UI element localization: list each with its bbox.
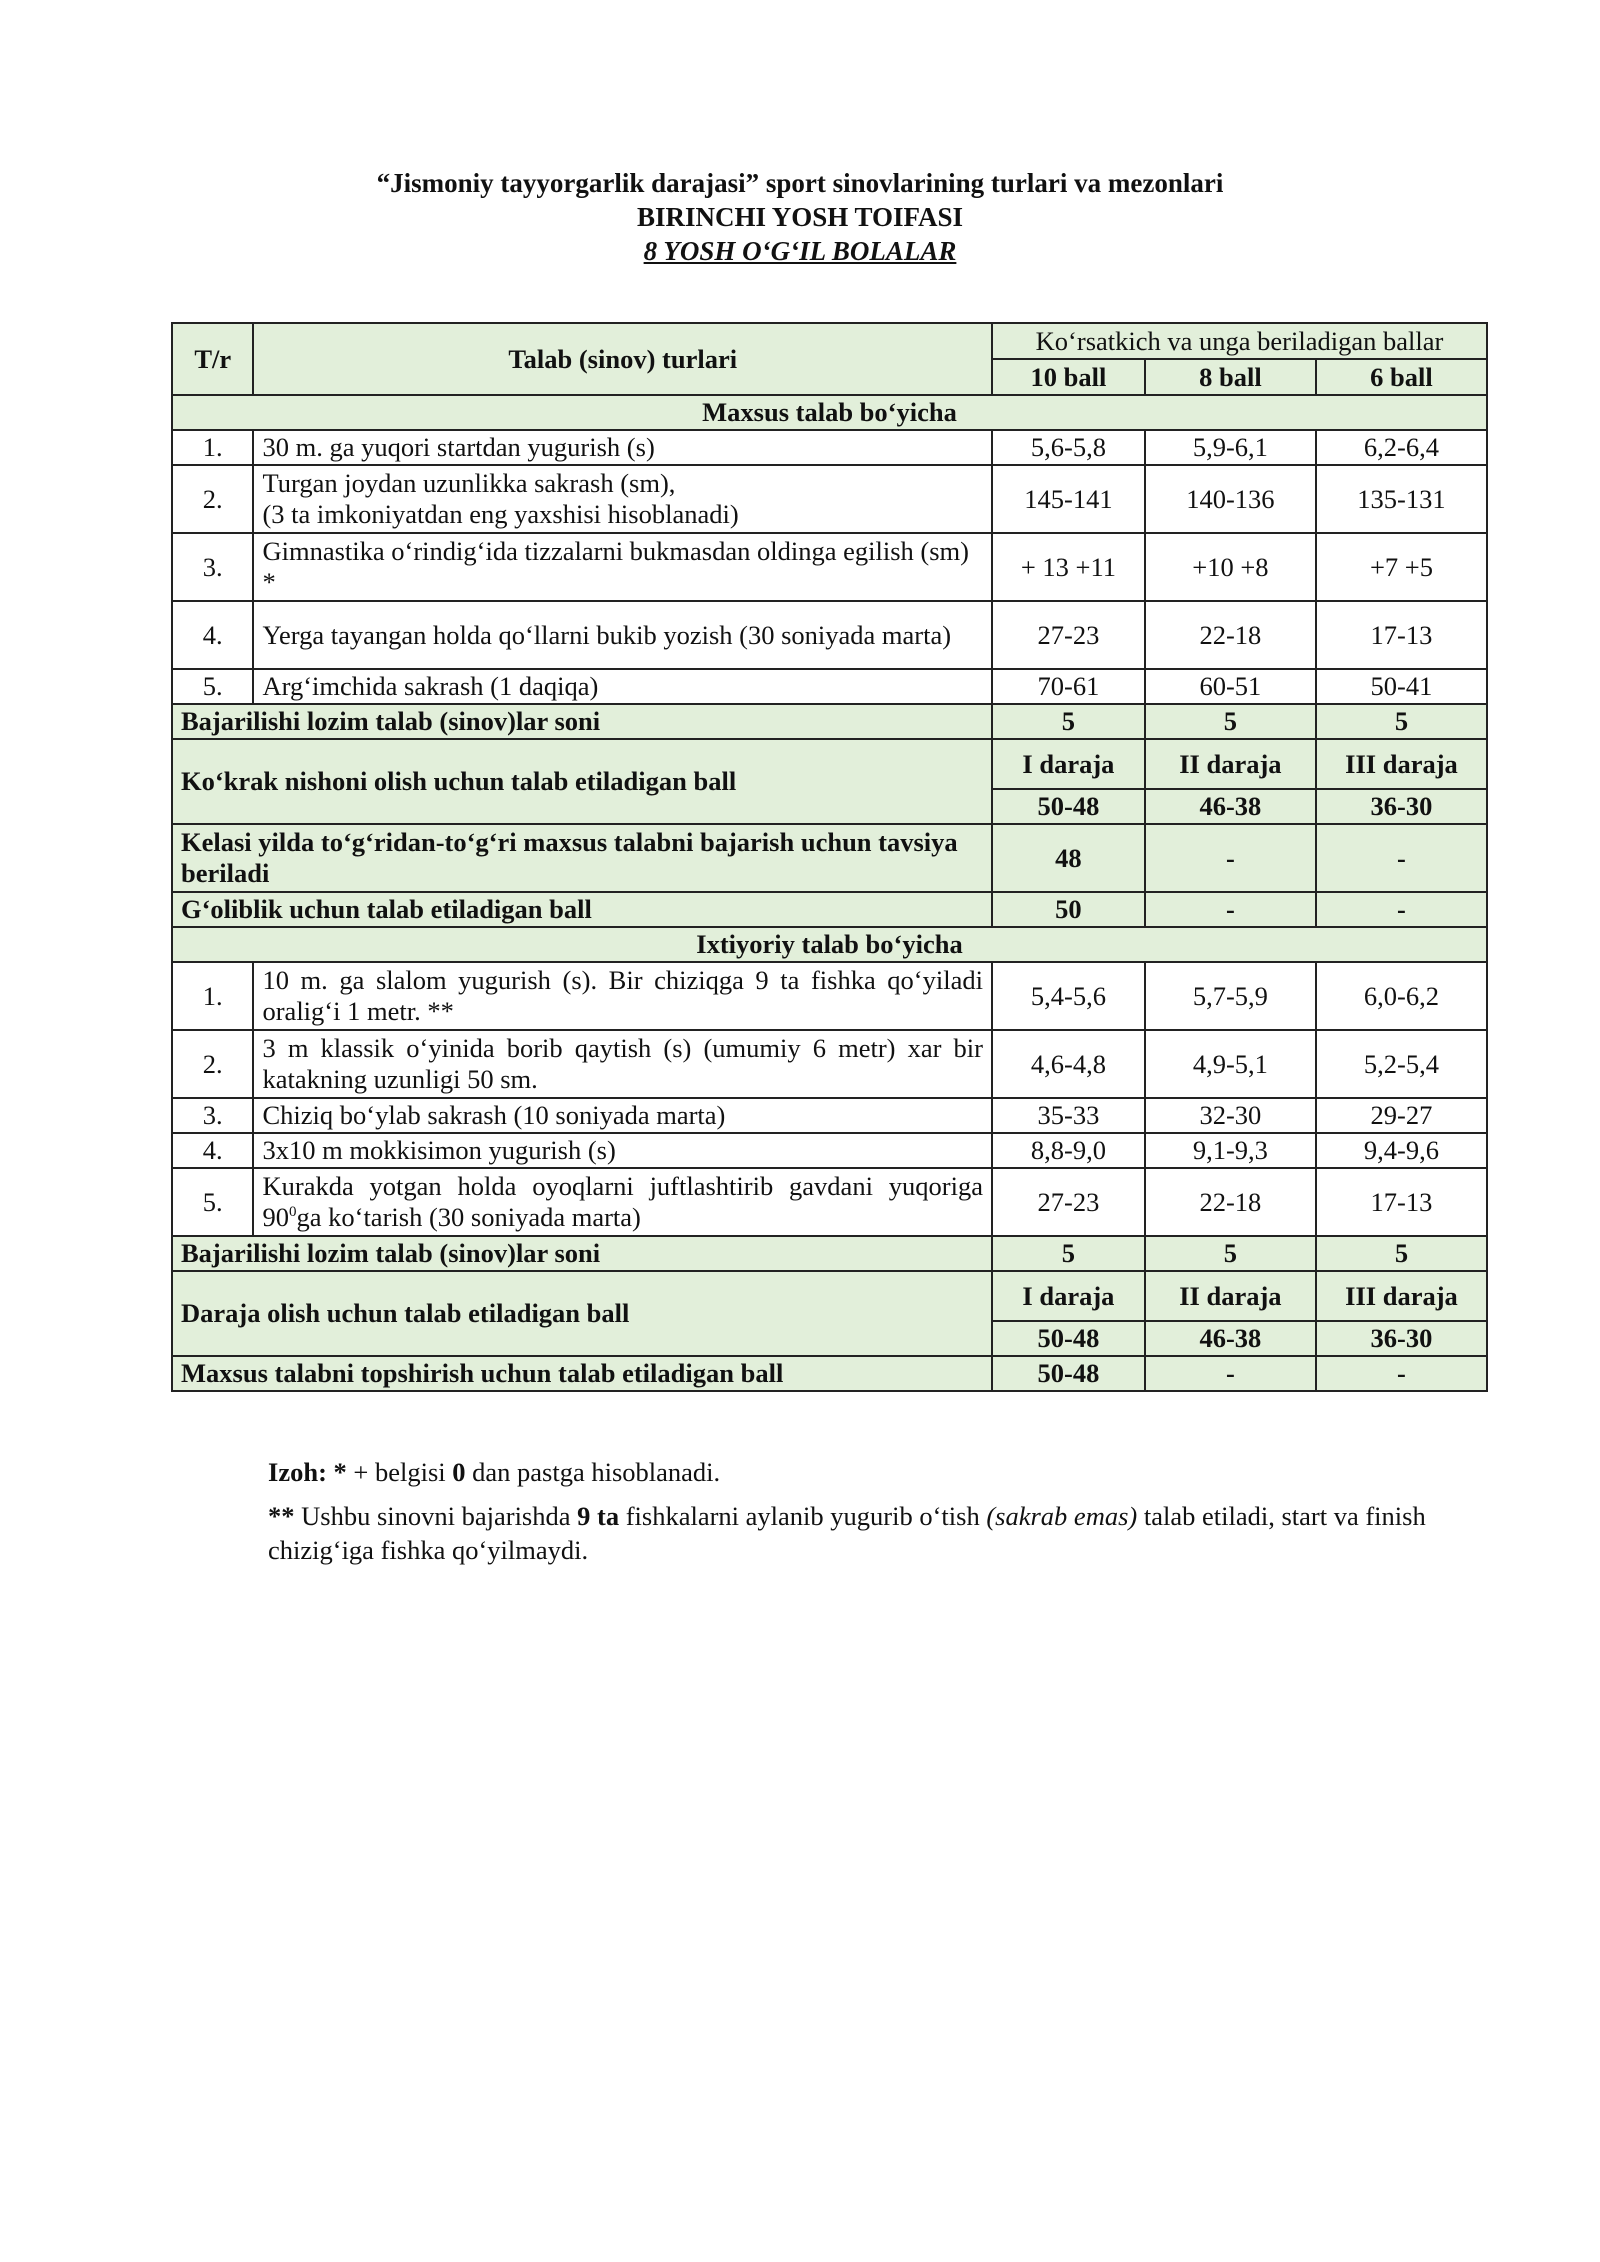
table-row [172,533,1487,601]
badge-score-label: Ko‘krak nishoni olish uchun talab etiladigan ball [172,739,992,824]
level-1: I daraja [992,1271,1145,1321]
test-name [253,465,991,533]
test-name-line1: Turgan joydan uzunlikka sakrash (sm), [262,468,676,498]
value-8: 4,9-5,1 [1145,1030,1316,1098]
required-count-row [172,704,1487,739]
note-star: * [326,1457,354,1487]
section-header-row [172,395,1487,430]
row-number: 5. [172,1168,253,1236]
note-zero: 0 [452,1457,466,1487]
row-number: 2. [172,465,253,533]
note-label: Izoh: [268,1457,327,1487]
final-row [172,1356,1487,1391]
value-8: 32-30 [1145,1098,1316,1133]
age-category: BIRINCHI YOSH TOIFASI [636,202,964,232]
victory-label: G‘oliblik uchun talab etiladigan ball [172,892,992,927]
note-1-text: + belgisi [353,1457,453,1487]
value-8: +10 +8 [1145,533,1316,601]
value-6: +7 +5 [1316,533,1487,601]
value-8: 9,1-9,3 [1145,1133,1316,1168]
test-name: 30 m. ga yuqori startdan yugurish (s) [253,430,991,465]
test-name: Arg‘imchida sakrash (1 daqiqa) [253,669,991,704]
table-row [172,1168,1487,1236]
final-label: Maxsus talabni topshirish uchun talab etiladigan ball [172,1356,992,1391]
value-10: 27-23 [992,1168,1145,1236]
test-name: 3 m klassik o‘yinida borib qaytish (s) (umumiy 6 metr) xar bir katakning uzunligi 50 sm. [253,1030,991,1098]
value-8: 140-136 [1145,465,1316,533]
row-number: 4. [172,601,253,669]
value-10: 145-141 [992,465,1145,533]
badge-score-3: 36-30 [1316,789,1487,824]
value-6: 135-131 [1316,465,1487,533]
test-name-line2: (3 ta imkoniyatdan eng yaxshisi hisoblanadi) [262,499,739,529]
note-2-bold: 9 ta [577,1501,620,1531]
value-10: 4,6-4,8 [992,1030,1145,1098]
header-test-type: Talab (sinov) turlari [253,323,991,395]
level-score-1: 50-48 [992,1321,1145,1356]
required-count-label: Bajarilishi lozim talab (sinov)lar soni [172,704,992,739]
row-number: 5. [172,669,253,704]
victory-8: - [1145,892,1316,927]
header-row [172,323,1487,359]
required-count-10: 5 [992,1236,1145,1271]
final-8: - [1145,1356,1316,1391]
row-number: 3. [172,1098,253,1133]
note-2-stars: ** [268,1501,295,1531]
note-2 [268,1499,1478,1567]
badge-score-2: 46-38 [1145,789,1316,824]
table-row [172,465,1487,533]
required-count-label: Bajarilishi lozim talab (sinov)lar soni [172,1236,992,1271]
test-name-part2: ga ko‘tarish (30 soniyada marta) [296,1202,641,1232]
table-row [172,1133,1487,1168]
test-name: Yerga tayangan holda qo‘llarni bukib yozish (30 soniyada marta) [253,601,991,669]
next-year-10: 48 [992,824,1145,892]
victory-10: 50 [992,892,1145,927]
value-8: 22-18 [1145,1168,1316,1236]
required-count-6: 5 [1316,704,1487,739]
value-6: 6,0-6,2 [1316,962,1487,1030]
value-6: 17-13 [1316,601,1487,669]
section-title-optional: Ixtiyoriy talab bo‘yicha [172,927,1487,962]
value-6: 9,4-9,6 [1316,1133,1487,1168]
required-count-10: 5 [992,704,1145,739]
row-number: 3. [172,533,253,601]
level-2: II daraja [1145,739,1316,789]
document-title-block [0,166,1600,268]
level-score-3: 36-30 [1316,1321,1487,1356]
badge-level-row [172,739,1487,789]
final-6: - [1316,1356,1487,1391]
value-6: 6,2-6,4 [1316,430,1487,465]
notes-block [268,1455,1478,1577]
required-count-8: 5 [1145,1236,1316,1271]
section-title-special: Maxsus talab bo‘yicha [172,395,1487,430]
badge-score-1: 50-48 [992,789,1145,824]
table-row [172,1098,1487,1133]
level-2: II daraja [1145,1271,1316,1321]
test-name: Gimnastika o‘rindig‘ida tizzalarni bukmasdan oldinga egilish (sm) * [253,533,991,601]
row-number: 2. [172,1030,253,1098]
next-year-label: Kelasi yilda to‘g‘ridan-to‘g‘ri maxsus talabni bajarish uchun tavsiya beriladi [172,824,992,892]
row-number: 1. [172,430,253,465]
note-2-text: Ushbu sinovni bajarishda [294,1501,578,1531]
note-2-text-end: talab etiladi, start va finish chizig‘iga fishka qo‘yilmaydi. [268,1501,1426,1565]
table-row [172,430,1487,465]
final-10: 50-48 [992,1356,1145,1391]
value-6: 50-41 [1316,669,1487,704]
value-6: 17-13 [1316,1168,1487,1236]
value-8: 5,9-6,1 [1145,430,1316,465]
table-row [172,1030,1487,1098]
header-col-8: 8 ball [1145,359,1316,395]
test-name-part1: Kurakda yotgan holda oyoqlarni juftlashtirib gavdani yuqoriga 90 [262,1171,983,1232]
level-3: III daraja [1316,1271,1487,1321]
test-name: 3x10 m mokkisimon yugurish (s) [253,1133,991,1168]
test-name: 10 m. ga slalom yugurish (s). Bir chiziqga 9 ta fishka qo‘yiladi oralig‘i 1 metr. ** [253,962,991,1030]
level-score-label: Daraja olish uchun talab etiladigan ball [172,1271,992,1356]
value-10: 5,6-5,8 [992,430,1145,465]
note-2-text-mid: fishkalarni aylanib yugurib o‘tish [619,1501,987,1531]
table-row [172,601,1487,669]
note-1 [268,1455,1478,1489]
required-count-row [172,1236,1487,1271]
victory-6: - [1316,892,1487,927]
header-col-10: 10 ball [992,359,1145,395]
value-8: 60-51 [1145,669,1316,704]
level-1: I daraja [992,739,1145,789]
row-number: 1. [172,962,253,1030]
level-3: III daraja [1316,739,1487,789]
victory-row [172,892,1487,927]
required-count-6: 5 [1316,1236,1487,1271]
row-number: 4. [172,1133,253,1168]
header-tr: T/r [172,323,253,395]
value-10: 70-61 [992,669,1145,704]
document-title: “Jismoniy tayyorgarlik darajasi” sport sinovlarining turlari va mezonlari [376,168,1224,198]
value-10: + 13 +11 [992,533,1145,601]
value-10: 8,8-9,0 [992,1133,1145,1168]
header-col-6: 6 ball [1316,359,1487,395]
value-8: 22-18 [1145,601,1316,669]
standards-table [171,322,1488,1392]
header-indicator: Ko‘rsatkich va unga beriladigan ballar [992,323,1487,359]
required-count-8: 5 [1145,704,1316,739]
value-8: 5,7-5,9 [1145,962,1316,1030]
degree-superscript: 0 [288,1204,297,1221]
table-row [172,669,1487,704]
group-subtitle: 8 YOSH O‘G‘IL BOLALAR [643,236,957,266]
next-year-6: - [1316,824,1487,892]
table-row [172,962,1487,1030]
note-2-italic: (sakrab emas) [986,1501,1138,1531]
level-row [172,1271,1487,1321]
level-score-2: 46-38 [1145,1321,1316,1356]
section-header-row [172,927,1487,962]
value-10: 5,4-5,6 [992,962,1145,1030]
value-10: 35-33 [992,1098,1145,1133]
value-10: 27-23 [992,601,1145,669]
next-year-row [172,824,1487,892]
note-1-text-end: dan pastga hisoblanadi. [465,1457,721,1487]
next-year-8: - [1145,824,1316,892]
value-6: 29-27 [1316,1098,1487,1133]
test-name [253,1168,991,1236]
test-name: Chiziq bo‘ylab sakrash (10 soniyada marta) [253,1098,991,1133]
value-6: 5,2-5,4 [1316,1030,1487,1098]
